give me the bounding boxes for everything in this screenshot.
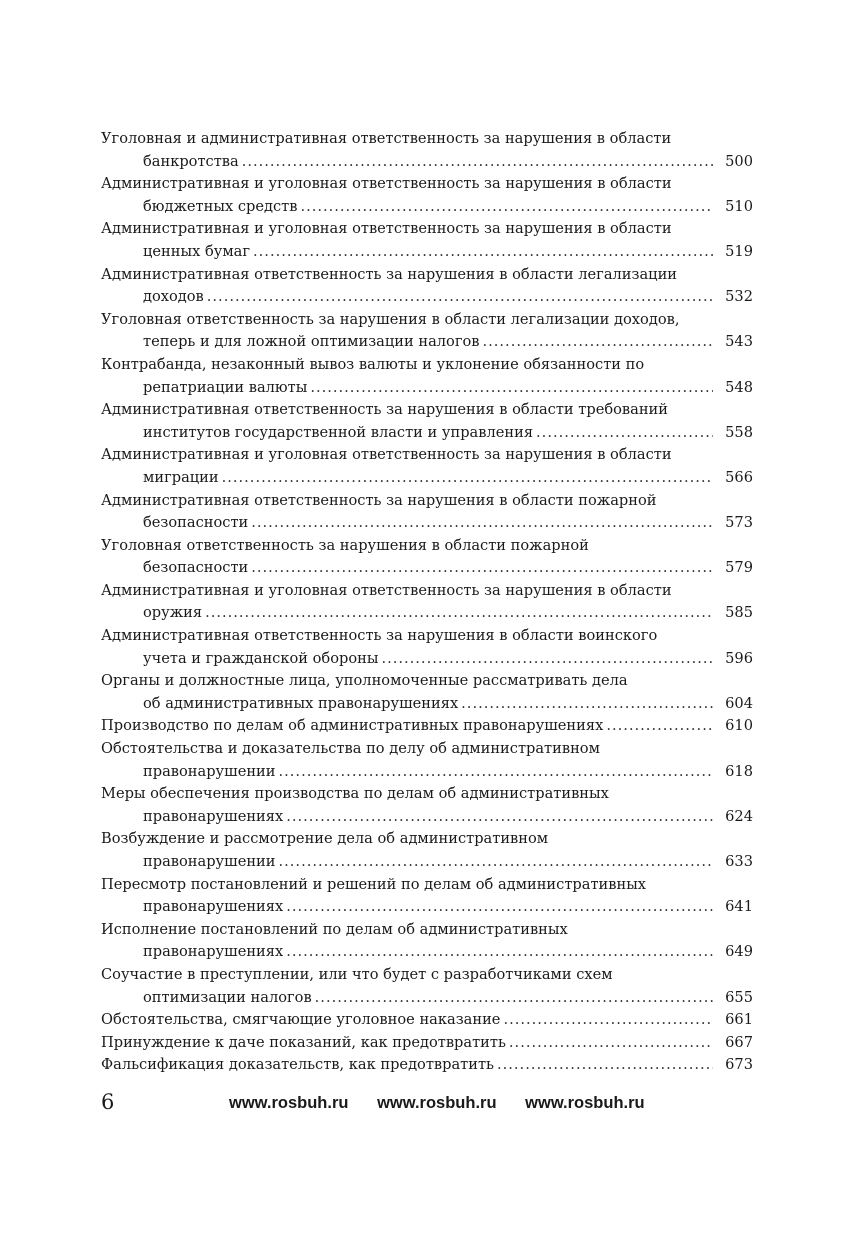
toc-page-number: 548 bbox=[725, 378, 753, 396]
toc-page-number: 596 bbox=[725, 649, 753, 667]
toc-entry-title: Уголовная и административная ответственность за нарушения в области bbox=[101, 130, 672, 147]
dot-leader bbox=[315, 987, 713, 1010]
toc-entry-title: Административная и уголовная ответственность за нарушения в области bbox=[101, 446, 672, 464]
toc-page-number: 566 bbox=[725, 468, 753, 486]
table-of-contents bbox=[101, 128, 753, 1077]
toc-page-number: 624 bbox=[725, 807, 753, 825]
footer-urls bbox=[229, 1094, 669, 1113]
dot-leader bbox=[461, 693, 713, 716]
toc-entry-title: институтов государственной власти и управления bbox=[143, 423, 534, 441]
toc-entry[interactable] bbox=[101, 625, 753, 670]
toc-entry[interactable] bbox=[101, 828, 753, 873]
toc-entry[interactable] bbox=[101, 264, 753, 309]
toc-entry-title: оружия bbox=[143, 604, 203, 622]
toc-page-number: 673 bbox=[725, 1056, 753, 1074]
toc-entry[interactable] bbox=[101, 490, 753, 535]
page-footer bbox=[101, 1090, 753, 1118]
dot-leader bbox=[253, 241, 713, 264]
footer-url-link[interactable]: www.rosbuh.ru bbox=[229, 1094, 349, 1112]
dot-leader bbox=[242, 151, 713, 174]
toc-entry[interactable] bbox=[101, 874, 753, 919]
toc-entry-title: банкротства bbox=[143, 152, 239, 170]
dot-leader bbox=[509, 1032, 713, 1055]
toc-entry-title: Возбуждение и рассмотрение дела об административном bbox=[101, 830, 549, 848]
toc-entry-title: Исполнение постановлений по делам об административных bbox=[101, 920, 568, 938]
dot-leader bbox=[222, 467, 713, 490]
toc-entry[interactable] bbox=[101, 1009, 753, 1032]
toc-entry-title: миграции bbox=[143, 468, 219, 486]
toc-entry-title: ценных бумаг bbox=[143, 242, 251, 260]
dot-leader bbox=[279, 761, 713, 784]
footer-url-link[interactable]: www.rosbuh.ru bbox=[525, 1094, 645, 1112]
toc-entry-title: безопасности bbox=[143, 514, 249, 532]
toc-entry[interactable] bbox=[101, 173, 753, 218]
page-number: 6 bbox=[101, 1090, 115, 1114]
toc-entry-title: правонарушении bbox=[143, 853, 276, 870]
toc-page-number: 649 bbox=[725, 943, 753, 961]
toc-entry[interactable] bbox=[101, 919, 753, 964]
toc-entry[interactable] bbox=[101, 964, 753, 1009]
dot-leader bbox=[205, 602, 713, 625]
dot-leader bbox=[286, 941, 713, 964]
toc-entry-title: Обстоятельства и доказательства по делу об административном bbox=[101, 740, 600, 758]
toc-page-number: 667 bbox=[725, 1033, 753, 1051]
toc-entry-title: Пересмотр постановлений и решений по делам об административных bbox=[101, 875, 647, 893]
toc-page-number: 655 bbox=[725, 988, 753, 1006]
toc-page-number: 618 bbox=[725, 762, 753, 780]
toc-entry[interactable] bbox=[101, 444, 753, 489]
toc-entry-title: бюджетных средств bbox=[143, 197, 298, 215]
toc-entry-title: безопасности bbox=[143, 559, 249, 577]
toc-entry-title: Фальсификация доказательств, как предотвратить bbox=[101, 1056, 494, 1074]
dot-leader bbox=[207, 286, 713, 309]
toc-page-number: 610 bbox=[725, 717, 753, 735]
toc-entry-title: Принуждение к даче показаний, как предотвратить bbox=[101, 1033, 506, 1051]
toc-entry[interactable] bbox=[101, 715, 753, 738]
dot-leader bbox=[503, 1009, 713, 1032]
toc-entry-title: правонарушении bbox=[143, 762, 276, 780]
toc-entry[interactable] bbox=[101, 1054, 753, 1077]
toc-page-number: 633 bbox=[725, 853, 753, 870]
toc-page-number: 510 bbox=[725, 197, 753, 215]
dot-leader bbox=[606, 715, 713, 738]
toc-entry[interactable] bbox=[101, 399, 753, 444]
toc-entry-title: Административная ответственность за нарушения в области легализации bbox=[101, 265, 678, 283]
toc-entry-title: Административная и уголовная ответственность за нарушения в области bbox=[101, 175, 672, 193]
toc-entry-title: Административная ответственность за нарушения в области пожарной bbox=[101, 491, 657, 509]
toc-entry[interactable] bbox=[101, 670, 753, 715]
toc-entry[interactable] bbox=[101, 1032, 753, 1055]
toc-entry-title: Обстоятельства, смягчающие уголовное наказание bbox=[101, 1011, 501, 1029]
dot-leader bbox=[286, 896, 713, 919]
toc-entry-title: Административная ответственность за нарушения в области требований bbox=[101, 401, 668, 419]
toc-entry-title: Контрабанда, незаконный вывоз валюты и уклонение обязанности по bbox=[101, 355, 645, 373]
toc-entry-title: Административная и уголовная ответственность за нарушения в области bbox=[101, 581, 672, 599]
toc-entry-title: Производство по делам об административных правонарушениях bbox=[101, 717, 604, 735]
toc-entry[interactable] bbox=[101, 309, 753, 354]
toc-page-number: 500 bbox=[725, 152, 753, 170]
toc-entry[interactable] bbox=[101, 354, 753, 399]
toc-entry-title: учета и гражданской обороны bbox=[143, 649, 379, 667]
toc-page-number: 543 bbox=[725, 333, 753, 351]
toc-entry-title: Административная ответственность за нарушения в области воинского bbox=[101, 627, 658, 645]
toc-entry-title: Уголовная ответственность за нарушения в области легализации доходов, bbox=[101, 310, 680, 328]
toc-entry[interactable] bbox=[101, 580, 753, 625]
toc-entry-title: Меры обеспечения производства по делам об административных bbox=[101, 785, 609, 803]
toc-entry-title: об административных правонарушениях bbox=[143, 694, 459, 712]
toc-page-number: 641 bbox=[725, 898, 753, 916]
dot-leader bbox=[483, 331, 714, 354]
toc-entry-title: Соучастие в преступлении, или что будет с разработчиками схем bbox=[101, 965, 613, 983]
toc-page-number: 661 bbox=[725, 1011, 753, 1029]
dot-leader bbox=[300, 196, 713, 219]
toc-entry-title: теперь и для ложной оптимизации налогов bbox=[143, 333, 480, 351]
toc-page-number: 532 bbox=[725, 288, 753, 306]
toc-entry-title: репатриации валюты bbox=[143, 378, 308, 396]
toc-entry[interactable] bbox=[101, 218, 753, 263]
toc-entry[interactable] bbox=[101, 128, 753, 173]
toc-page-number: 558 bbox=[725, 423, 753, 441]
toc-entry-title: правонарушениях bbox=[143, 943, 284, 961]
toc-entry[interactable] bbox=[101, 738, 753, 783]
dot-leader bbox=[279, 851, 713, 874]
toc-entry[interactable] bbox=[101, 535, 753, 580]
dot-leader bbox=[381, 648, 713, 671]
toc-page-number: 579 bbox=[725, 559, 753, 577]
footer-url-link[interactable]: www.rosbuh.ru bbox=[377, 1094, 497, 1112]
dot-leader bbox=[497, 1054, 713, 1077]
toc-entry-title: правонарушениях bbox=[143, 807, 284, 825]
toc-page-number: 585 bbox=[725, 604, 753, 622]
toc-page-number: 573 bbox=[725, 514, 753, 532]
dot-leader bbox=[310, 377, 713, 400]
toc-entry-title: доходов bbox=[143, 288, 204, 306]
dot-leader bbox=[286, 806, 713, 829]
toc-entry-title: правонарушениях bbox=[143, 898, 284, 916]
toc-entry-title: Административная и уголовная ответственность за нарушения в области bbox=[101, 220, 672, 238]
toc-entry-title: Уголовная ответственность за нарушения в области пожарной bbox=[101, 536, 589, 554]
dot-leader bbox=[251, 557, 713, 580]
toc-page-number: 604 bbox=[725, 694, 753, 712]
toc-entry[interactable] bbox=[101, 783, 753, 828]
dot-leader bbox=[536, 422, 713, 445]
toc-entry-title: оптимизации налогов bbox=[143, 988, 312, 1006]
dot-leader bbox=[251, 512, 713, 535]
toc-page-number: 519 bbox=[725, 242, 753, 260]
toc-entry-title: Органы и должностные лица, уполномоченные рассматривать дела bbox=[101, 672, 628, 690]
